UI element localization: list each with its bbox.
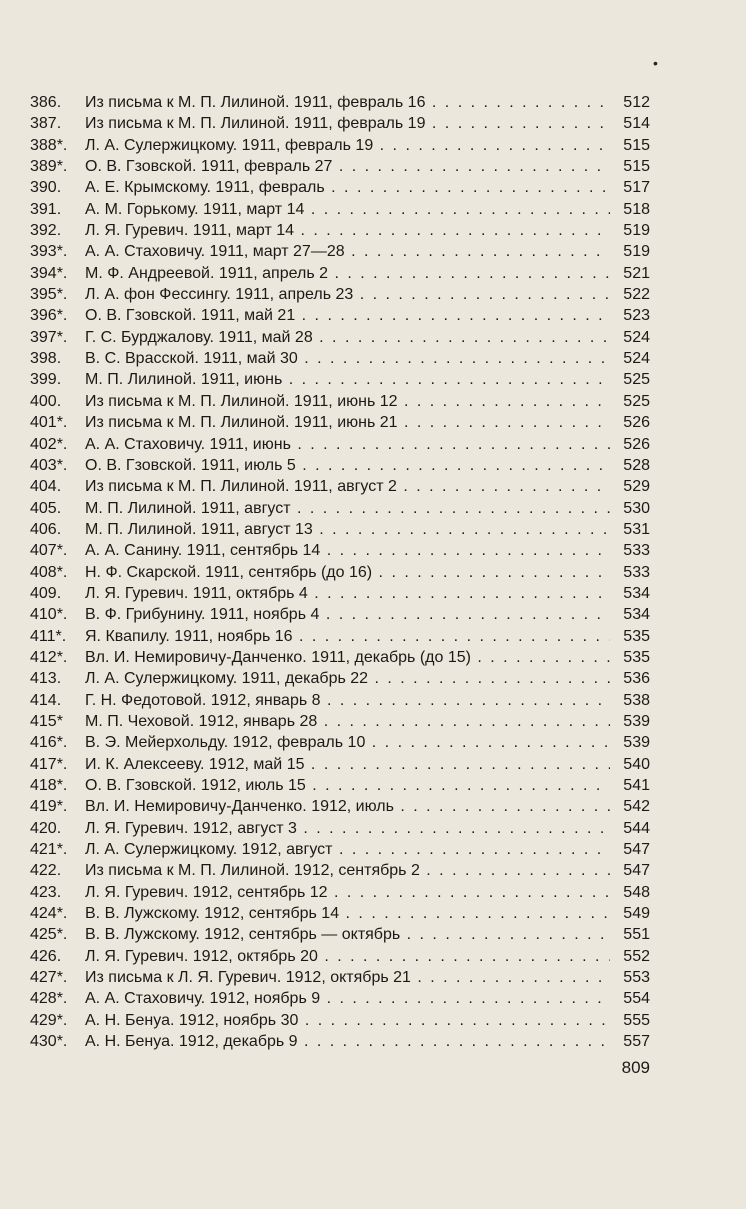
entry-number: 401*.: [30, 414, 68, 432]
entry-number: 403*.: [30, 456, 68, 474]
toc-entry: [30, 369, 650, 390]
entry-title: А. А. Санину. 1911, сентябрь 14 . . .: [85, 540, 610, 561]
toc-entry: [30, 818, 650, 839]
entry-title: Л. А. фон Фессингу. 1911, апрель 23 . . .: [85, 284, 610, 305]
entry-number: 399.: [30, 371, 62, 389]
entry-title: А. Е. Крымскому. 1911, февраль . . .: [85, 177, 610, 198]
entry-number: 396*.: [30, 307, 68, 325]
entry-page: 521: [623, 264, 650, 282]
entry-page: 541: [623, 777, 650, 794]
entry-number: 389*.: [30, 158, 68, 176]
toc-entry: [30, 241, 650, 262]
entry-title: Г. Н. Федотовой. 1912, январь 8 . . .: [85, 690, 610, 711]
entry-number: 421*.: [30, 841, 68, 859]
toc-entry: [30, 284, 650, 305]
entry-title: А. А. Стаховичу. 1911, март 27—28 . . .: [85, 241, 610, 262]
entry-number: 393*.: [30, 243, 68, 261]
entry-title: В. Э. Мейерхольду. 1912, февраль 10 . . .: [85, 732, 610, 753]
entry-page: 533: [623, 563, 650, 581]
entry-title: О. В. Гзовской. 1912, июль 15 . . .: [85, 775, 610, 796]
entry-title: Из письма к М. П. Лилиной. 1911, февраль 16 . . .: [85, 92, 610, 113]
entry-title: А. А. Стаховичу. 1912, ноябрь 9 . . .: [85, 988, 610, 1009]
entry-number: 426.: [30, 947, 62, 965]
entry-page: 531: [623, 520, 650, 538]
entry-title: А. Н. Бенуа. 1912, декабрь 9 . . .: [85, 1031, 610, 1052]
toc-entry: [30, 498, 650, 519]
entry-title: А. А. Стаховичу. 1911, июнь . . .: [85, 434, 610, 455]
entry-number: 427*.: [30, 969, 68, 987]
entry-page: 549: [623, 905, 650, 923]
entry-page: 533: [623, 542, 650, 560]
entry-title: В. С. Врасской. 1911, май 30 . . .: [85, 348, 610, 369]
entry-number: 392.: [30, 222, 62, 240]
toc-entry: [30, 455, 650, 476]
entry-number: 429*.: [30, 1011, 68, 1029]
toc-entry: [30, 1010, 650, 1031]
entry-number: 412*.: [30, 648, 68, 666]
entry-number: 422.: [30, 862, 62, 880]
toc-entry: [30, 754, 650, 775]
entry-title: Вл. И. Немировичу-Данченко. 1912, июль . . .: [85, 796, 610, 817]
entry-title: М. П. Лилиной. 1911, июнь . . .: [85, 369, 610, 390]
entry-page: 534: [623, 584, 650, 602]
entry-page: 542: [623, 798, 650, 816]
toc-entry: [30, 924, 650, 945]
entry-page: 555: [623, 1011, 650, 1029]
entry-number: 413.: [30, 670, 62, 688]
entry-page: 519: [623, 222, 650, 240]
entry-title: Л. Я. Гуревич. 1912, октябрь 20 . . .: [85, 946, 610, 967]
toc-entry: [30, 583, 650, 604]
entry-number: 414.: [30, 691, 62, 709]
entry-title: И. К. Алексееву. 1912, май 15 . . .: [85, 754, 610, 775]
toc-entry: [30, 412, 650, 433]
entry-title: В. В. Лужскому. 1912, сентябрь 14 . . .: [85, 903, 610, 924]
entry-number: 406.: [30, 520, 62, 538]
entry-title: В. Ф. Грибунину. 1911, ноябрь 4 . . .: [85, 604, 610, 625]
entry-number: 388*.: [30, 136, 68, 154]
entry-page: 518: [623, 200, 650, 218]
entry-number: 394*.: [30, 264, 68, 282]
toc-entry: [30, 882, 650, 903]
entry-title: Г. С. Бурджалову. 1911, май 28 . . .: [85, 327, 610, 348]
toc-entry: [30, 604, 650, 625]
entry-page: 529: [623, 478, 650, 496]
entry-page: 526: [623, 414, 650, 432]
toc-entry: [30, 967, 650, 988]
corner-mark: •: [653, 55, 658, 71]
toc-entry: [30, 690, 650, 711]
toc-entry: [30, 263, 650, 284]
entry-page: 551: [623, 926, 650, 944]
entry-page: 530: [623, 499, 650, 517]
entry-page: 539: [623, 734, 650, 752]
entry-page: 535: [623, 648, 650, 666]
entry-page: 515: [623, 136, 650, 154]
entry-number: 415*: [30, 712, 63, 730]
entry-title: Из письма к М. П. Лилиной. 1911, август 2 . . .: [85, 476, 610, 497]
toc-entry: [30, 156, 650, 177]
toc-entry: [30, 860, 650, 881]
entry-number: 418*.: [30, 777, 68, 794]
entry-number: 387.: [30, 115, 62, 133]
entry-page: 515: [623, 158, 650, 176]
entry-number: 390.: [30, 179, 62, 197]
entry-page: 525: [623, 392, 650, 410]
entry-page: 514: [623, 115, 650, 133]
entry-page: 536: [623, 670, 650, 688]
toc-entry: [30, 626, 650, 647]
entry-page: 534: [623, 606, 650, 624]
entry-number: 428*.: [30, 990, 68, 1008]
entry-title: О. В. Гзовской. 1911, июль 5 . . .: [85, 455, 610, 476]
toc-entry: [30, 988, 650, 1009]
entry-page: 526: [623, 435, 650, 453]
entry-title: Из письма к М. П. Лилиной. 1911, июнь 12 . . .: [85, 391, 610, 412]
toc-entry: [30, 647, 650, 668]
entry-number: 430*.: [30, 1033, 68, 1051]
toc-entry: [30, 668, 650, 689]
entry-title: Из письма к М. П. Лилиной. 1911, февраль 19 . . .: [85, 113, 610, 134]
toc-entry: [30, 199, 650, 220]
entry-title: Л. Я. Гуревич. 1911, март 14 . . .: [85, 220, 610, 241]
toc-entry: [30, 476, 650, 497]
entry-title: Л. Я. Гуревич. 1911, октябрь 4 . . .: [85, 583, 610, 604]
entry-page: 519: [623, 243, 650, 261]
entry-title: В. В. Лужскому. 1912, сентябрь — октябрь . . .: [85, 924, 610, 945]
entry-page: 540: [623, 755, 650, 773]
page-number: 809: [621, 1058, 650, 1077]
entry-title: М. П. Лилиной. 1911, август . . .: [85, 498, 610, 519]
entry-number: 395*.: [30, 286, 68, 304]
toc-entry: [30, 562, 650, 583]
entry-title: О. В. Гзовской. 1911, май 21 . . .: [85, 305, 610, 326]
entry-number: 424*.: [30, 905, 68, 923]
entry-title: Л. А. Сулержицкому. 1912, август . . .: [85, 839, 610, 860]
entry-page: 538: [623, 691, 650, 709]
entry-title: Из письма к Л. Я. Гуревич. 1912, октябрь 21 . . .: [85, 967, 610, 988]
entry-page: 552: [623, 947, 650, 965]
entry-number: 416*.: [30, 734, 68, 752]
entry-page: 523: [623, 307, 650, 325]
entry-page: 525: [623, 371, 650, 389]
entry-title: Л. Я. Гуревич. 1912, сентябрь 12 . . .: [85, 882, 610, 903]
entry-page: 524: [623, 328, 650, 346]
toc-entry: [30, 1031, 650, 1052]
entry-number: 425*.: [30, 926, 68, 944]
entry-title: Вл. И. Немировичу-Данченко. 1911, декабрь (до 15) . . .: [85, 647, 610, 668]
toc-entry: [30, 92, 650, 113]
entry-number: 398.: [30, 350, 62, 368]
entry-title: Из письма к М. П. Лилиной. 1911, июнь 21 . . .: [85, 412, 610, 433]
toc-entry: [30, 391, 650, 412]
entry-title: Из письма к М. П. Лилиной. 1912, сентябрь 2 . . .: [85, 860, 610, 881]
toc-entry: [30, 327, 650, 348]
entry-title: Л. А. Сулержицкому. 1911, февраль 19 . . .: [85, 135, 610, 156]
entry-number: 404.: [30, 478, 62, 496]
toc-entry: [30, 711, 650, 732]
toc-entry: [30, 177, 650, 198]
toc-entry: [30, 839, 650, 860]
entry-page: 535: [623, 627, 650, 645]
toc-entry: [30, 305, 650, 326]
entry-number: 410*.: [30, 606, 68, 624]
entry-title: М. Ф. Андреевой. 1911, апрель 2 . . .: [85, 263, 610, 284]
toc-entry: [30, 434, 650, 455]
table-of-contents: [30, 92, 650, 1052]
toc-entry: [30, 540, 650, 561]
entry-title: Л. Я. Гуревич. 1912, август 3 . . .: [85, 818, 610, 839]
entry-page: 547: [623, 862, 650, 880]
toc-entry: [30, 903, 650, 924]
entry-number: 402*.: [30, 435, 68, 453]
entry-page: 553: [623, 969, 650, 987]
entry-page: 517: [623, 179, 650, 197]
entry-page: 539: [623, 712, 650, 730]
toc-entry: [30, 775, 650, 796]
entry-page: 544: [623, 819, 650, 837]
entry-title: А. Н. Бенуа. 1912, ноябрь 30 . . .: [85, 1010, 610, 1031]
entry-title: М. П. Чеховой. 1912, январь 28 . . .: [85, 711, 610, 732]
entry-title: М. П. Лилиной. 1911, август 13 . . .: [85, 519, 610, 540]
toc-entry: [30, 732, 650, 753]
entry-title: Л. А. Сулержицкому. 1911, декабрь 22 . . .: [85, 668, 610, 689]
toc-entry: [30, 796, 650, 817]
entry-number: 397*.: [30, 328, 68, 346]
toc-entry: [30, 135, 650, 156]
toc-entry: [30, 113, 650, 134]
entry-title: А. М. Горькому. 1911, март 14 . . .: [85, 199, 610, 220]
entry-page: 554: [623, 990, 650, 1008]
entry-page: 524: [623, 350, 650, 368]
entry-number: 408*.: [30, 563, 68, 581]
entry-number: 407*.: [30, 542, 68, 560]
entry-number: 405.: [30, 499, 62, 517]
entry-number: 391.: [30, 200, 62, 218]
entry-number: 423.: [30, 883, 62, 901]
entry-page: 522: [623, 286, 650, 304]
entry-title: Н. Ф. Скарской. 1911, сентябрь (до 16) . . .: [85, 562, 610, 583]
entry-page: 557: [623, 1033, 650, 1051]
entry-number: 400.: [30, 392, 62, 410]
entry-page: 528: [623, 456, 650, 474]
entry-number: 411*.: [30, 627, 67, 645]
toc-entry: [30, 220, 650, 241]
entry-title: О. В. Гзовской. 1911, февраль 27 . . .: [85, 156, 610, 177]
toc-entry: [30, 946, 650, 967]
entry-number: 409.: [30, 584, 62, 602]
entry-number: 417*.: [30, 755, 68, 773]
entry-title: Я. Квапилу. 1911, ноябрь 16 . . .: [85, 626, 610, 647]
entry-number: 386.: [30, 94, 62, 111]
toc-entry: [30, 519, 650, 540]
entry-page: 547: [623, 841, 650, 859]
toc-entry: [30, 348, 650, 369]
entry-page: 548: [623, 883, 650, 901]
entry-number: 420.: [30, 819, 62, 837]
entry-number: 419*.: [30, 798, 68, 816]
entry-page: 512: [623, 94, 650, 111]
